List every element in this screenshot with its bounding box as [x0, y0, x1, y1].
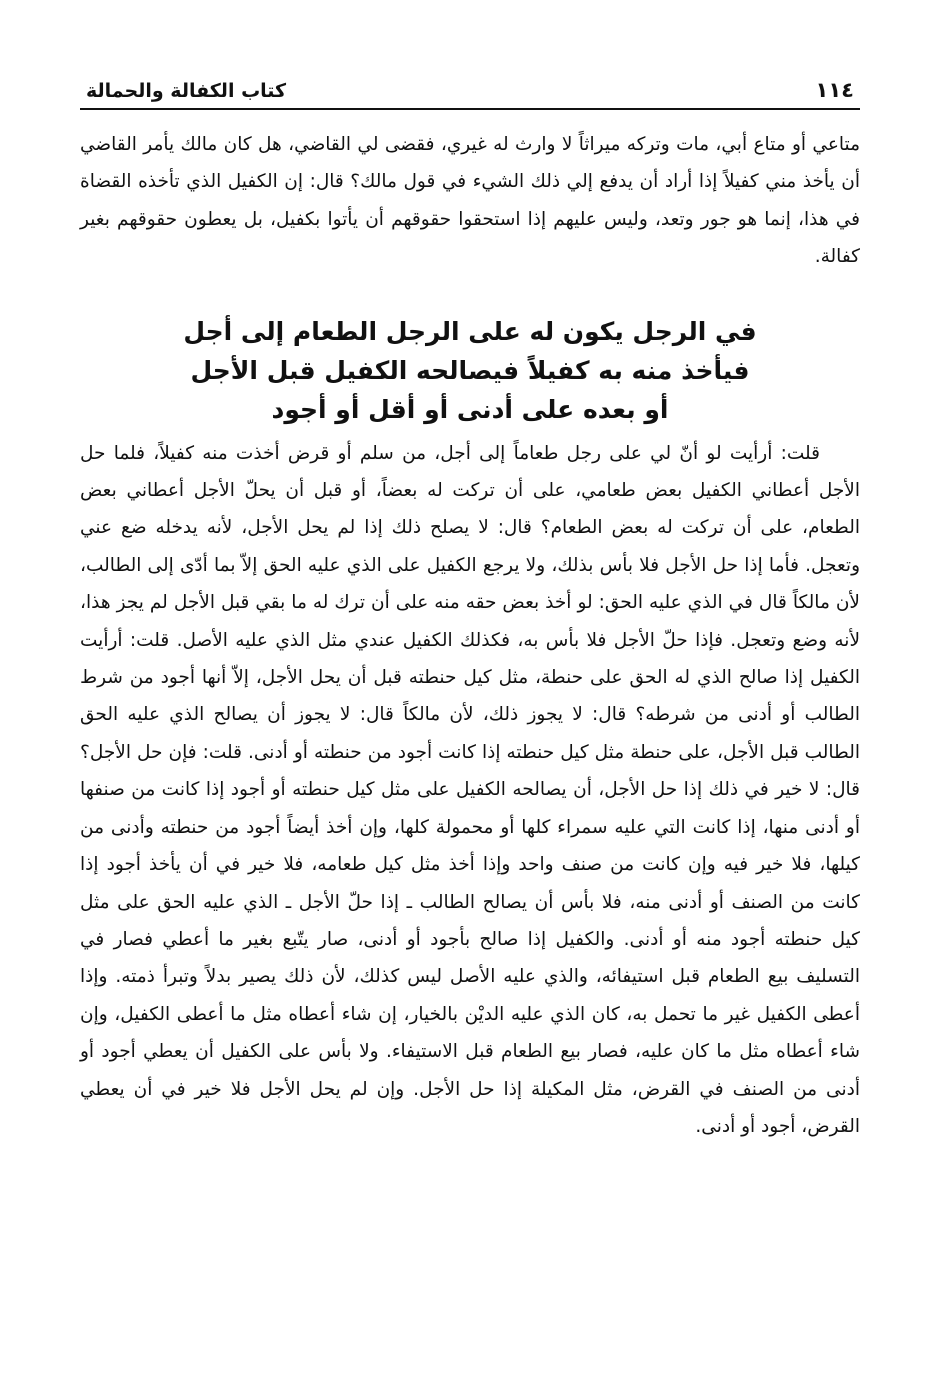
chapter-heading-line-1: في الرجل يكون له على الرجل الطعام إلى أجل [183, 316, 757, 346]
chapter-heading-line-2: فيأخذ منه به كفيلاً فيصالحه الكفيل قبل الأجل [190, 355, 750, 385]
paragraph-main [80, 435, 860, 1146]
book-title: كتاب الكفالة والحمالة [86, 80, 287, 102]
paragraph-main-text: قلت: أرأيت لو أنّ لي على رجل طعاماً إلى أجل، من سلم أو قرض أخذت منه كفيلاً، فلما حل الأجل أعطاني الكفيل بعض طعامي، على أن تركت له بعضاً، أو قبل أن يحلّ الأجل أعطاني بعض الطعام، على أن تركت له بعض الطعام؟ قال: لا يصلح ذلك إذا لم يحل الأجل، لأنه يدخله ضع عني وتعجل. فأما إذا حل الأجل فلا بأس بذلك، ولا يرجع الكفيل على الذي عليه الحق إلاّ بما أدّى إلى الطالب، لأن مالكاً قال في الذي عليه الحق: لو أخذ بعض حقه منه على أن ترك له ما بقي قبل الأجل لم يجز هذا، لأنه وضع وتعجل. فإذا حلّ الأجل فلا بأس به، فكذلك الكفيل عندي مثل الذي عليه الأصل. قلت: أرأيت الكفيل إذا صالح الذي له الحق على حنطة، مثل كيل حنطته قبل أن يحل الأجل، إلاّ أنها أجود من شرط الطالب أو أدنى من شرطه؟ قال: لا يجوز ذلك، لأن مالكاً قال: لا يجوز أن يصالح الذي عليه الحق الطالب قبل الأجل، على حنطة مثل كيل حنطته إذا كانت أجود من حنطته أو أدنى. قلت: فإن حل الأجل؟ قال: لا خير في ذلك إذا حل الأجل، أن يصالحه الكفيل على مثل كيل حنطته أو أجود إذا كانت من صنفها أو أدنى منها، إذا كانت التي عليه سمراء كلها أو محمولة كلها، وإن أخذ أيضاً أجود من حنطته وأدنى من كيلها، فلا خير فيه وإن كانت من صنف واحد وإذا أخذ مثل كيل طعامه، فلا خير في أن يأخذ أجود إذا كانت من الصنف أو أدنى منه، فلا بأس أن يصالح الطالب ـ إذا حلّ الأجل ـ الذي عليه الحق على مثل كيل حنطته أجود منه أو أدنى. والكفيل إذا صالح بأجود أو أدنى، صار يتّبع بغير ما أعطي فصار في التسليف بيع الطعام قبل استيفائه، والذي عليه الأصل ليس كذلك، لأن ذلك يصير بدلاً وتبرأ ذمته. وإذا أعطى الكفيل غير ما تحمل به، كان الذي عليه الديْن بالخيار، إن شاء أعطاه مثل ما أعطى الكفيل، وإن شاء أعطاه مثل ما كان عليه، فصار بيع الطعام قبل الاستيفاء. ولا بأس على الكفيل أن يعطي أجود أو أدنى من الصنف في القرض، مثل المكيلة إذا حل الأجل. وإن لم يحل الأجل فلا خير في أن يعطي القرض، أجود أو أدنى. [80, 442, 860, 1137]
book-page [80, 72, 860, 1164]
chapter-heading [80, 312, 860, 429]
paragraph-top: متاعي أو متاع أبي، مات وتركه ميراثاً لا وارث له غيري، فقضى لي القاضي، هل كان مالك يأمر القاضي أن يأخذ مني كفيلاً إذا أراد أن يدفع إلي ذلك الشيء في قول مالك؟ قال: إن الكفيل الذي تأخذه القضاة في هذا، إنما هو جور وتعد، وليس عليهم إذا استحقوا حقوقهم أن يأتوا بكفيل، بل يعطون حقوقهم بغير كفالة. [80, 134, 860, 268]
page-number: ١١٤ [815, 78, 854, 102]
chapter-heading-line-3: أو بعده على أدنى أو أقل أو أجود [271, 394, 669, 424]
running-head [80, 72, 860, 102]
header-rule [80, 108, 860, 110]
